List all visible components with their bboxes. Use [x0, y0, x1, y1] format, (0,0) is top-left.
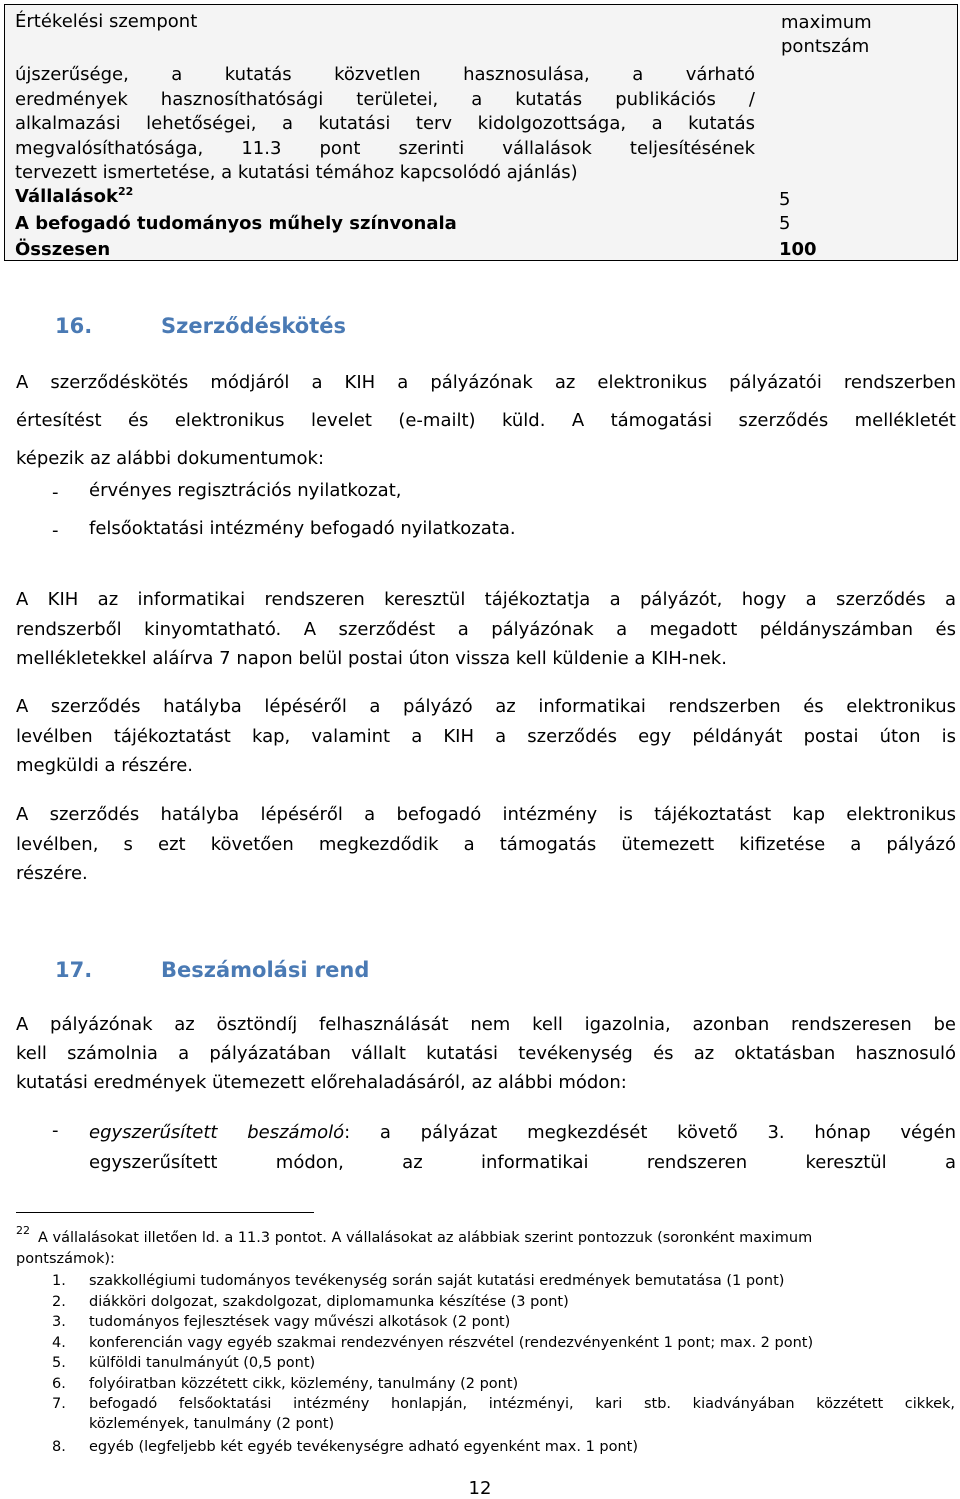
criteria-line: újszerűsége, a kutatás közvetlen hasznosulása, a várható: [15, 64, 755, 85]
list-item: felsőoktatási intézmény befogadó nyilatkozata.: [89, 518, 516, 539]
table-row-label: Vállalások$^{22}$: [15, 185, 134, 207]
emphasis: egyszerűsített beszámoló: [89, 1122, 345, 1143]
section-title: Szerződéskötés: [161, 314, 346, 338]
footnote-item-number: 7.: [52, 1396, 66, 1412]
table-row-label: Összesen: [15, 239, 111, 260]
footnote-item: szakkollégiumi tudományos tevékenység során saját kutatási eredmények bemutatása (1 pont): [89, 1273, 785, 1289]
table-row-label: A befogadó tudományos műhely színvonala: [15, 213, 457, 234]
page-number: 12: [468, 1478, 492, 1499]
table-row-value: 5: [779, 189, 791, 210]
bullet-dash: -: [52, 520, 59, 541]
section-number: 17.: [55, 958, 93, 982]
footnote-item: tudományos fejlesztések vagy művészi alkotások (2 pont): [89, 1314, 511, 1330]
footnote-intro-cont: pontszámok):: [16, 1251, 115, 1267]
table-header-criterion: Értékelési szempont: [15, 11, 198, 32]
section-title: Beszámolási rend: [161, 958, 370, 982]
criteria-line: eredmények hasznosíthatósági területei, a kutatás publikációs /: [15, 88, 755, 110]
footnote-item-number: 6.: [52, 1376, 66, 1392]
footnote-item: konferencián vagy egyéb szakmai rendezvényen részvétel (rendezvényenként 1 pont; max. 2 pont): [89, 1335, 814, 1351]
criteria-line: alkalmazási lehetőségei, a kutatási terv kidolgozottsága, a kutatás: [15, 113, 755, 135]
list-item: érvényes regisztrációs nyilatkozat,: [89, 480, 402, 501]
footnote-intro: A vállalásokat illetően ld. a 11.3 pontot. A vállalásokat az alábbiak szerint pontozzuk (soronként maximum: [38, 1230, 813, 1246]
paragraph: A pályázónak az ösztöndíj felhasználását nem kell igazolnia, azonban rendszeresen be kell számolnia a pályázatában vállalt kutatási tevékenység és az oktatásban hasznosuló kutatási eredmények ütemezett előrehaladásáról, az alábbi módon:: [16, 1014, 956, 1093]
paragraph: A szerződés hatályba lépéséről a pályázó az informatikai rendszerben és elektronikus levélben tájékoztatást kap, valamint a KIH a szerződés egy példányát postai úton is megküldi a részére.: [16, 696, 956, 776]
footnote-item-number: 2.: [52, 1294, 66, 1310]
footnote-item: befogadó felsőoktatási intézmény honlapján, intézményi, kari stb. kiadványában közzétett cikkek,: [89, 1396, 955, 1412]
bullet-dash: -: [52, 482, 59, 503]
list-item: egyszerűsített beszámoló: a pályázat megkezdését követő 3. hónap végén egyszerűsített módon, az informatikai rendszeren keresztül a: [89, 1122, 956, 1173]
footnote-item: külföldi tanulmányút (0,5 pont): [89, 1355, 316, 1371]
table-row-value: 100: [779, 239, 817, 260]
criteria-line: tervezett ismertetése, a kutatási témához kapcsolódó ajánlás): [15, 162, 578, 184]
footnote-item: diákköri dolgozat, szakdolgozat, diplomamunka készítése (3 pont): [89, 1294, 569, 1310]
criteria-line: megvalósíthatósága, 11.3 pont szerinti vállalások teljesítésének: [15, 137, 755, 159]
table-header-max-points: maximum pontszám: [781, 12, 872, 57]
footnote-item: egyéb (legfeljebb két egyéb tevékenységre adható egyenként max. 1 pont): [89, 1439, 639, 1455]
footnote-separator: [16, 1212, 314, 1213]
footnote-item-cont: közlemények, tanulmány (2 pont): [89, 1416, 335, 1432]
footnote-item-number: 3.: [52, 1314, 66, 1330]
table-row-value: 5: [779, 213, 791, 234]
footnote-item-number: 5.: [52, 1355, 66, 1371]
footnote-mark: 22: [16, 1224, 30, 1237]
paragraph: A KIH az informatikai rendszeren keresztül tájékoztatja a pályázót, hogy a szerződés a rendszerből kinyomtatható. A szerződést a pályázónak a megadott példányszámban és mellékletekkel aláírva 7 napon belül postai úton vissza kell küldenie a KIH-nek.: [16, 589, 956, 669]
section-heading: [55, 314, 346, 338]
paragraph: A szerződéskötés módjáról a KIH a pályázónak az elektronikus pályázatói rendszerben értesítést és elektronikus levelet (e-mailt) küld. A támogatási szerződés mellékletét képezik az alábbi dokumentumok:: [16, 372, 956, 469]
section-heading: [55, 958, 369, 982]
footnote-item-number: 1.: [52, 1273, 66, 1289]
evaluation-table: [4, 4, 958, 261]
bullet-dash: -: [52, 1120, 59, 1141]
paragraph: A szerződés hatályba lépéséről a befogadó intézmény is tájékoztatást kap elektronikus levélben, s ezt követően megkezdődik a támogatás ütemezett kifizetése a pályázó részére.: [16, 804, 956, 884]
footnote-item-number: 8.: [52, 1439, 66, 1455]
footnote-item: folyóiratban közzétett cikk, közlemény, tanulmány (2 pont): [89, 1376, 519, 1392]
section-number: 16.: [55, 314, 93, 338]
footnote-ref[interactable]: 22: [117, 185, 134, 198]
criteria-text: [15, 63, 755, 186]
footnote-item-number: 4.: [52, 1335, 66, 1351]
